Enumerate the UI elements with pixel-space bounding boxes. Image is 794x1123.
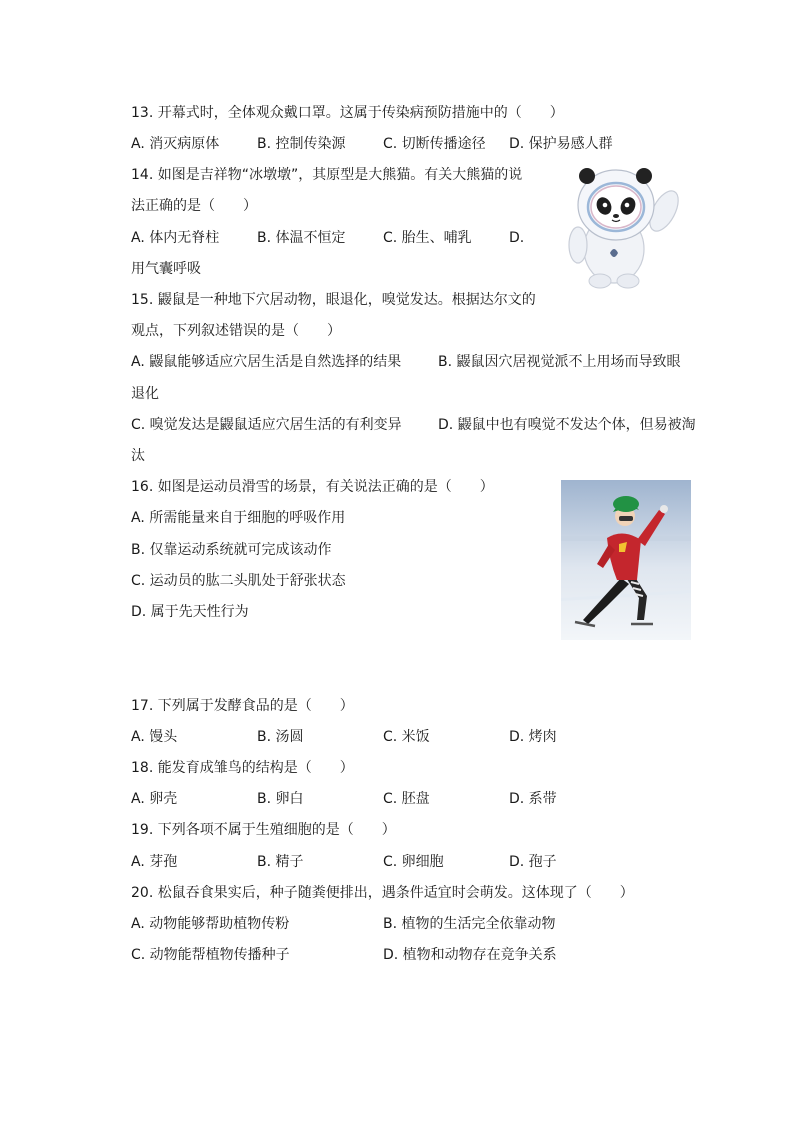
- q19-option-c: C. 卵细胞: [383, 854, 444, 870]
- q18-option-d: D. 系带: [509, 791, 557, 807]
- question-14-stem-line1: 14. 如图是吉祥物“冰墩墩”，其原型是大熊猫。有关大熊猫的说: [131, 167, 523, 183]
- speed-skater-picture: [561, 480, 691, 640]
- question-20-stem: 20. 松鼠吞食果实后，种子随粪便排出，遇条件适宜时会萌发。这体现了（ ）: [131, 885, 634, 901]
- q15-option-b-continued: 退化: [131, 386, 159, 402]
- question-15-stem-line1: 15. 鼹鼠是一种地下穴居动物，眼退化，嗅觉发达。根据达尔文的: [131, 292, 536, 308]
- q14-option-a: A. 体内无脊柱: [131, 230, 220, 246]
- q19-option-b: B. 精子: [257, 854, 304, 870]
- q15-option-b: B. 鼹鼠因穴居视觉派不上用场而导致眼: [438, 354, 681, 370]
- q18-option-c: C. 胚盘: [383, 791, 430, 807]
- q13-option-d: D. 保护易感人群: [509, 136, 613, 152]
- q13-option-a: A. 消灭病原体: [131, 136, 220, 152]
- q14-option-d-label: D.: [509, 230, 525, 246]
- q17-option-d: D. 烤肉: [509, 729, 557, 745]
- question-13-stem: 13. 开幕式时，全体观众戴口罩。这属于传染病预防措施中的（ ）: [131, 105, 564, 121]
- q15-option-d: D. 鼹鼠中也有嗅觉不发达个体，但易被淘: [438, 417, 696, 433]
- q15-option-a: A. 鼹鼠能够适应穴居生活是自然选择的结果: [131, 354, 402, 370]
- q20-option-a: A. 动物能够帮助植物传粉: [131, 916, 290, 932]
- q14-option-c: C. 胎生、哺乳: [383, 230, 472, 246]
- q16-option-a: A. 所需能量来自于细胞的呼吸作用: [131, 510, 346, 526]
- q18-option-b: B. 卵白: [257, 791, 304, 807]
- q18-option-a: A. 卵壳: [131, 791, 178, 807]
- q15-option-c: C. 嗅觉发达是鼹鼠适应穴居生活的有利变异: [131, 417, 402, 433]
- q20-option-c: C. 动物能帮植物传播种子: [131, 947, 290, 963]
- q19-option-d: D. 孢子: [509, 854, 557, 870]
- question-18-stem: 18. 能发育成雏鸟的结构是（ ）: [131, 760, 354, 776]
- q14-option-b: B. 体温不恒定: [257, 230, 346, 246]
- question-19-stem: 19. 下列各项不属于生殖细胞的是（ ）: [131, 822, 396, 838]
- q15-option-d-continued: 汰: [131, 448, 145, 464]
- q20-option-b: B. 植物的生活完全依靠动物: [383, 916, 556, 932]
- q16-option-d: D. 属于先天性行为: [131, 604, 249, 620]
- q13-option-c: C. 切断传播途径: [383, 136, 486, 152]
- q17-option-c: C. 米饭: [383, 729, 430, 745]
- q16-option-b: B. 仅靠运动系统就可完成该动作: [131, 542, 332, 558]
- q19-option-a: A. 芽孢: [131, 854, 178, 870]
- q13-option-b: B. 控制传染源: [257, 136, 346, 152]
- q17-option-b: B. 汤圆: [257, 729, 304, 745]
- question-15-stem-line2: 观点，下列叙述错误的是（ ）: [131, 323, 341, 339]
- q17-option-a: A. 馒头: [131, 729, 178, 745]
- q14-option-d-text: 用气囊呼吸: [131, 261, 201, 277]
- question-14-stem-line2: 法正确的是（ ）: [131, 198, 257, 214]
- q16-option-c: C. 运动员的肱二头肌处于舒张状态: [131, 573, 346, 589]
- bing-dwen-dwen-mascot-picture: [556, 163, 682, 291]
- question-16-stem: 16. 如图是运动员滑雪的场景，有关说法正确的是（ ）: [131, 479, 494, 495]
- q20-option-d: D. 植物和动物存在竞争关系: [383, 947, 557, 963]
- question-17-stem: 17. 下列属于发酵食品的是（ ）: [131, 698, 354, 714]
